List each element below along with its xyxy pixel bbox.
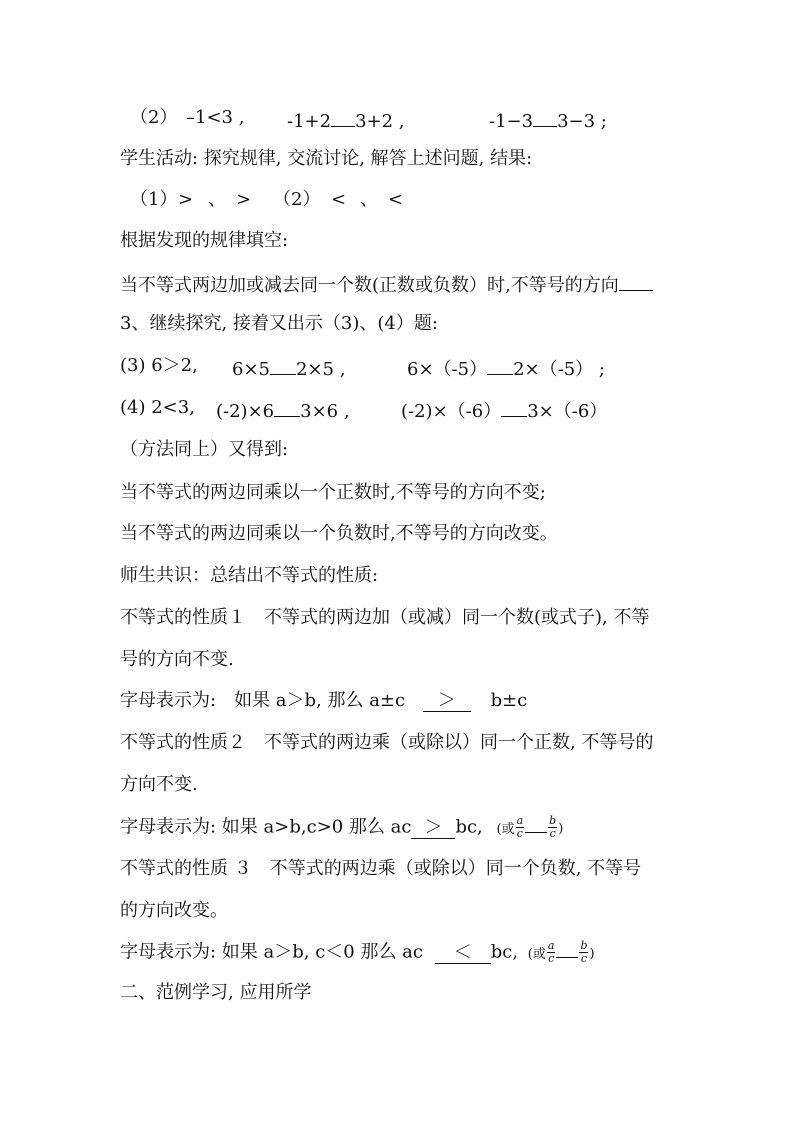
fill-prompt: 根据发现的规律填空: <box>120 230 289 251</box>
fill-blank[interactable] <box>525 816 547 833</box>
method-same: （方法同上）又得到: <box>120 439 289 460</box>
rule-add-subtract: 当不等式两边加或减去同一个数(正数或负数）时,不等号的方向 <box>120 270 680 298</box>
property-2-line-1: 不等式的性质２ 不等式的两边乘（或除以）同一个正数, 不等号的 <box>120 732 654 753</box>
multiply-negative: 6×（-5） 2×（-5） ; <box>407 354 605 382</box>
fraction-b-over-c: $\frac{b}{c}$ <box>580 939 588 965</box>
separator: 、 <box>360 189 378 210</box>
fill-blank[interactable]: ＜ <box>435 943 491 964</box>
fill-blank[interactable] <box>487 354 513 375</box>
section-2-heading: 二、范例学习, 应用所学 <box>120 982 312 1003</box>
result-symbol: > <box>178 189 194 210</box>
result-label-1: （1） <box>130 189 178 210</box>
multiply-negative: (-2)×（-6） 3×（-6） <box>401 396 607 424</box>
fill-blank[interactable]: ＞ <box>423 691 471 712</box>
item-label: （2） <box>130 107 178 128</box>
fill-blank[interactable] <box>331 106 355 127</box>
property-1-line-1: 不等式的性质１ 不等式的两边加（或减）同一个数(或式子), 不等 <box>120 607 650 628</box>
rule-multiply-positive: 当不等式的两边同乘以一个正数时,不等号的方向不变; <box>120 482 546 503</box>
student-activity-text: 学生活动: 探究规律, 交流讨论, 解答上述问题, 结果: <box>120 148 533 169</box>
fill-blank[interactable] <box>270 354 296 375</box>
property-3-line-2: 的方向改变。 <box>120 900 228 921</box>
item-label: (4) 2<3, <box>120 397 195 418</box>
property-2-expression: 字母表示为: 如果 a>b,c>0 那么 ac ＞ bc, (或 $\frac{a}{c}$ $\frac{b}{c}$ ) <box>120 814 564 840</box>
continue-explore: 3、继续探究, 接着又出示（3)、(4）题: <box>120 313 438 334</box>
fraction-a-over-c: $\frac{a}{c}$ <box>516 814 524 840</box>
result-label-2: （2） <box>273 189 321 210</box>
fill-blank[interactable]: ＞ <box>411 818 455 839</box>
fill-blank[interactable] <box>619 270 653 291</box>
fraction-a-over-c: $\frac{a}{c}$ <box>547 939 555 965</box>
item-label: (3) 6＞2, <box>120 355 198 376</box>
result-symbol: > <box>236 189 252 210</box>
property-1-line-2: 号的方向不变. <box>120 649 234 670</box>
result-symbol: < <box>331 189 347 210</box>
property-2-line-2: 方向不变. <box>120 774 198 795</box>
property-3-line-1: 不等式的性质 ３ 不等式的两边乘（或除以）同一个负数, 不等号 <box>120 858 642 879</box>
fill-blank[interactable] <box>533 106 557 127</box>
rule-multiply-negative: 当不等式的两边同乘以一个负数时,不等号的方向改变。 <box>120 523 558 544</box>
fill-blank[interactable] <box>274 396 300 417</box>
fill-blank[interactable] <box>556 941 578 958</box>
consensus-heading: 师生共识：总结出不等式的性质: <box>120 565 379 586</box>
inequality-given: –1<3 , <box>186 107 245 128</box>
separator: 、 <box>208 189 226 210</box>
multiply-positive: (-2)×6 3×6 , <box>216 396 350 424</box>
inequality-add: -1+2 3+2 , <box>287 106 405 134</box>
fraction-b-over-c: $\frac{b}{c}$ <box>549 814 557 840</box>
result-symbol: < <box>388 189 404 210</box>
property-1-expression: 字母表示为: 如果 a＞b, 那么 a±c ＞ b±c <box>120 690 528 711</box>
inequality-subtract: -1−3 3−3 ; <box>489 106 607 134</box>
property-3-expression: 字母表示为: 如果 a＞b, c＜0 那么 ac ＜ bc, (或 $\frac{a}{c}$ $\frac{b}{c}$ ) <box>120 939 595 965</box>
fill-blank[interactable] <box>501 396 527 417</box>
multiply-positive: 6×5 2×5 , <box>232 354 345 382</box>
